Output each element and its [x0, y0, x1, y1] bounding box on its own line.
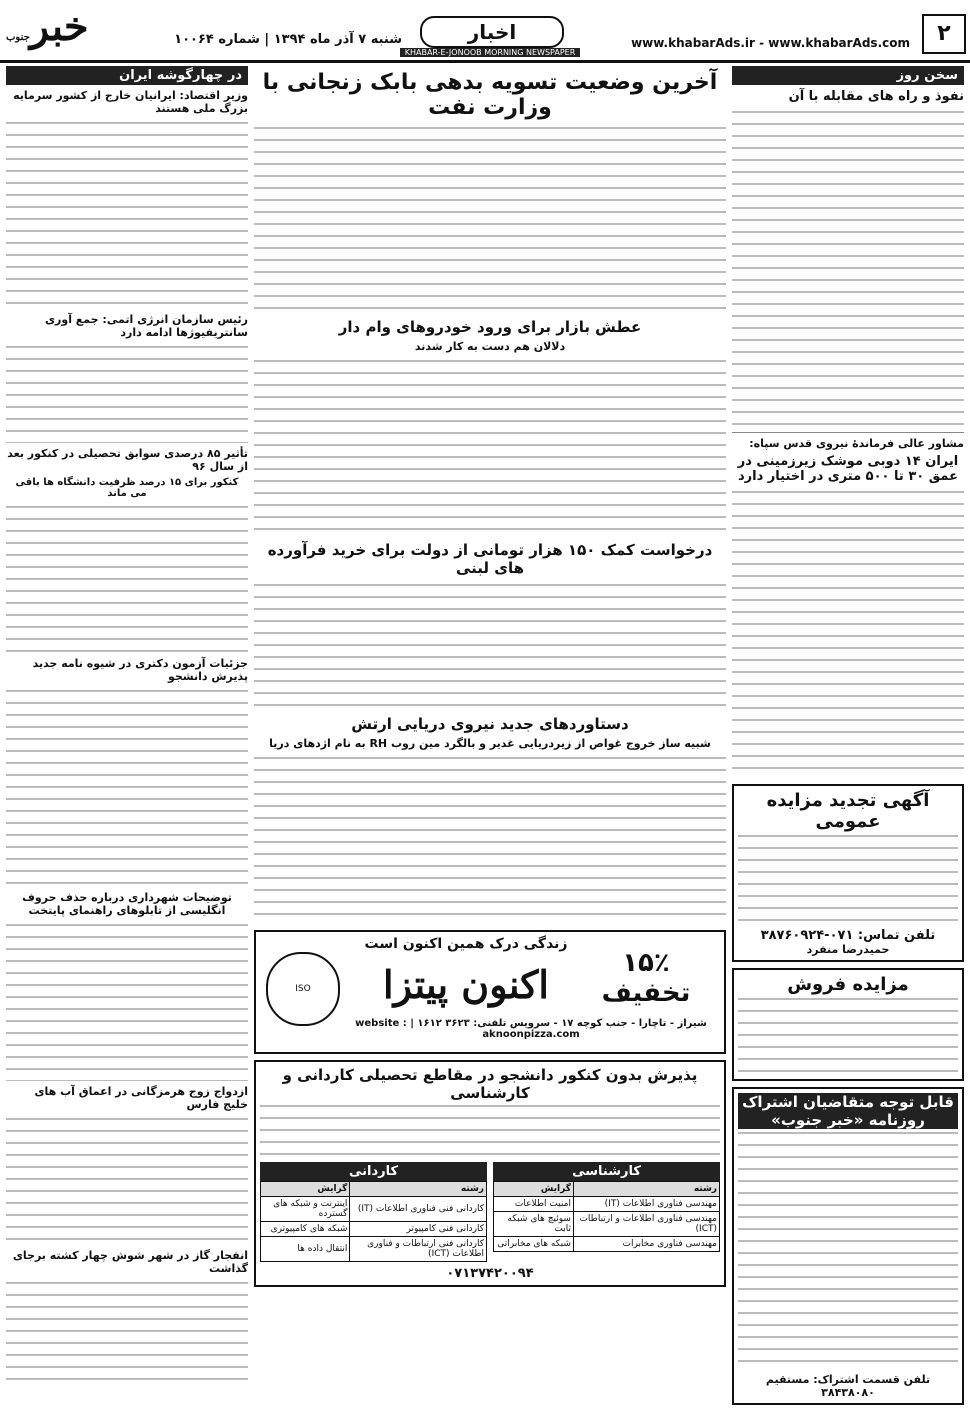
left-column	[6, 66, 248, 1387]
ad-body	[738, 832, 958, 924]
newspaper-logo: خبرجنوب	[6, 3, 89, 50]
article-body	[254, 357, 726, 537]
table-header: رشته	[350, 1182, 487, 1197]
karshenasi-table	[493, 1181, 720, 1252]
headline: تأثیر ۸۵ درصدی سوابق تحصیلی در کنکور بعد از سال ۹۶	[7, 447, 248, 473]
table-cell: مهندسی فناوری اطلاعات (IT)	[573, 1197, 719, 1212]
ad-slogan: زندگی درک همین اکنون است	[364, 936, 568, 952]
article-body	[254, 754, 726, 924]
ad-body	[260, 1102, 720, 1158]
ad-phone: ۰۷۱۳۷۴۲۰۰۹۴	[446, 1266, 534, 1281]
kicker: مشاور عالی فرماندهٔ نیروی قدس سپاه:	[749, 437, 964, 450]
table-title: کارشناسی	[493, 1162, 720, 1181]
table-title: کاردانی	[260, 1162, 487, 1181]
headline: توضیحات شهرداری درباره حذف حروف انگلیسی از تابلوهای راهنمای پایتخت	[22, 891, 232, 917]
table-row	[494, 1212, 720, 1237]
table-cell: امنیت اطلاعات	[494, 1197, 574, 1212]
headline: ایران ۱۴ دوبی موشک زیرزمینی در عمق ۳۰ تا ۵۰۰ متری در اختیار دارد	[737, 454, 959, 484]
ad-brand: اکنون پیتزا	[383, 962, 549, 1007]
table-row	[494, 1197, 720, 1212]
headline: عطش بازار برای ورود خودروهای وام دار	[338, 318, 642, 336]
article-body	[6, 687, 248, 887]
headline: دستاوردهای جدید نیروی دریایی ارتش	[351, 715, 629, 733]
section-title: اخبار	[420, 16, 564, 48]
iso-badge-icon: ISO	[266, 952, 340, 1026]
table-header: رشته	[573, 1182, 719, 1197]
karshenasi-table-wrap	[493, 1162, 720, 1262]
ad-phone: تلفن تماس: ۰۷۱-۳۸۷۶۰۹۲۴	[760, 928, 936, 943]
subheadline: کنکور برای ۱۵ درصد ظرفیت دانشگاه ها باقی می ماند	[15, 477, 239, 499]
headline: وزیر اقتصاد: ایرانیان خارج از کشور سرمایه بزرگ ملی هستند	[13, 89, 248, 115]
table-row	[261, 1222, 487, 1237]
english-subtitle: KHABAR-E-JONOOB MORNING NEWSPAPER	[400, 48, 580, 57]
article-body	[6, 503, 248, 653]
divider	[732, 432, 964, 433]
table-cell: سوئیچ های شبکه ثابت	[494, 1212, 574, 1237]
discount-badge: ۱۵٪ تخفیف	[601, 948, 691, 1008]
ad-title: قابل توجه متقاضیان اشتراک روزنامه «خبر جنوب»	[738, 1093, 958, 1129]
website-line: www.khabarAds.ir - www.khabarAds.com	[631, 36, 910, 50]
headline: جزئیات آزمون دکتری در شیوه نامه جدید پذیرش دانشجو	[32, 657, 248, 683]
tender-ad	[732, 784, 964, 962]
sale-ad	[732, 968, 964, 1081]
table-cell: کاردانی فنی کامپیوتر	[350, 1222, 487, 1237]
article-body	[732, 488, 964, 778]
table-row	[261, 1197, 487, 1222]
table-row	[494, 1237, 720, 1252]
middle-column	[254, 66, 726, 1287]
header-rule	[0, 60, 970, 63]
table-cell: مهندسی فناوری مخابرات	[573, 1237, 719, 1252]
column-title: سخن روز	[732, 66, 964, 85]
kardani-table-wrap	[260, 1162, 487, 1262]
ad-phone: تلفن قسمت اشتراک: مستقیم ۳۸۴۳۸۰۸۰	[765, 1373, 931, 1399]
table-header: گرایش	[494, 1182, 574, 1197]
table-cell: مهندسی فناوری اطلاعات و ارتباطات (ICT)	[573, 1212, 719, 1237]
right-column	[732, 66, 964, 1405]
subheadline: شبیه ساز خروج غواص از زیردریایی غدیر و بالگرد مین روب RH به نام اژدهای دریا	[269, 737, 711, 750]
lead-headline: آخرین وضعیت تسویه بدهی بابک زنجانی با وزارت نفت	[262, 70, 718, 120]
subheadline: دلالان هم دست به کار شدند	[414, 340, 566, 353]
masthead	[0, 0, 970, 62]
headline: نفوذ و راه های مقابله با آن	[788, 89, 964, 104]
ad-title: مزایده فروش	[787, 974, 909, 995]
ad-address: شیراز - تاچارا - جنب کوچه ۱۷ - سرویس تلفنی: ۳۶۲۳ ۱۶۱۲ | website : aknoonpizza.com	[355, 1018, 707, 1040]
table-cell: کاردانی فنی فناوری اطلاعات (IT)	[350, 1197, 487, 1222]
headline: انفجار گاز در شهر شوش چهار کشته برجای گذاشت	[12, 1249, 248, 1275]
page-number: ۲	[922, 14, 966, 54]
table-cell: شبکه های کامپیوتری	[261, 1222, 350, 1237]
table-header: گرایش	[261, 1182, 350, 1197]
university-ad	[254, 1060, 726, 1287]
kardani-table	[260, 1181, 487, 1262]
ad-body	[738, 1129, 958, 1369]
table-row	[261, 1237, 487, 1262]
headline: ازدواج زوج هرمزگانی در اعماق آب های خلیج فارس	[34, 1085, 248, 1111]
article-body	[254, 581, 726, 711]
column-title: در چهارگوشه ایران	[6, 66, 248, 85]
ad-title: آگهی تجدید مزایده عمومی	[766, 790, 930, 832]
headline: درخواست کمک ۱۵۰ هزار تومانی از دولت برای خرید فرآورده های لبنی	[267, 541, 713, 577]
article-body	[6, 119, 248, 309]
headline: رئیس سازمان انرژی اتمی: جمع آوری سانتریفیوژها ادامه دارد	[44, 313, 248, 339]
ad-signature: حمیدرضا منفرد	[806, 943, 890, 956]
article-body	[254, 124, 726, 314]
ad-body	[738, 995, 958, 1075]
article-body	[6, 1115, 248, 1245]
table-cell: شبکه های مخابراتی	[494, 1237, 574, 1252]
pizza-ad	[254, 930, 726, 1054]
subscription-ad	[732, 1087, 964, 1405]
table-cell: کاردانی فنی ارتباطات و فناوری اطلاعات (ICT)	[350, 1237, 487, 1262]
table-cell: انتقال داده ها	[261, 1237, 350, 1262]
article-body	[6, 1279, 248, 1387]
ad-title: پذیرش بدون کنکور دانشجو در مقاطع تحصیلی کاردانی و کارشناسی	[282, 1066, 698, 1102]
article-body	[732, 108, 964, 428]
article-body	[6, 921, 248, 1081]
table-cell: اینترنت و شبکه های گسترده	[261, 1197, 350, 1222]
article-body	[6, 343, 248, 443]
issue-date: شنبه ۷ آذر ماه ۱۳۹۴ | شماره ۱۰۰۶۴	[174, 32, 402, 47]
